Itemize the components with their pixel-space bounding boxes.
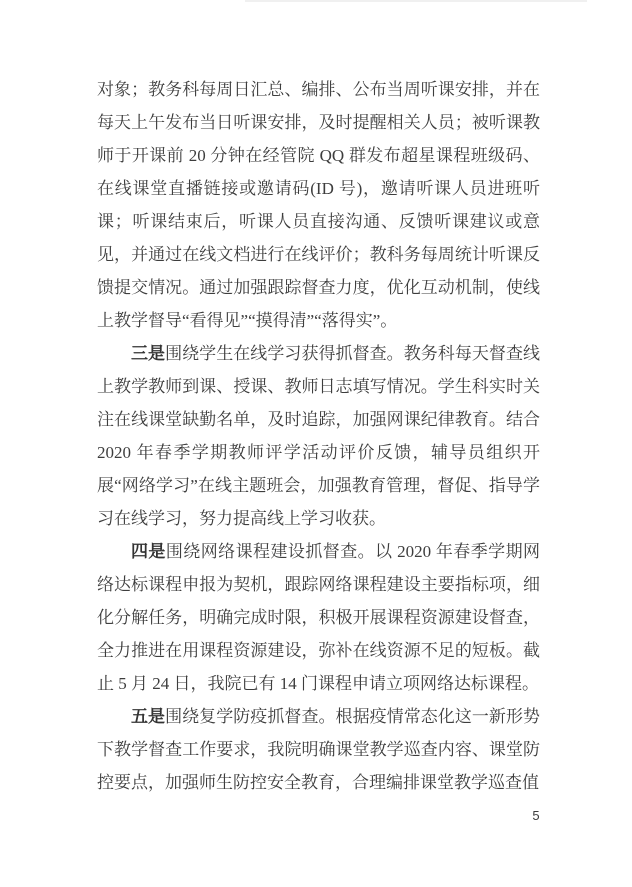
paragraph-item-three xyxy=(97,337,540,535)
paragraph-text: 围绕网络课程建设抓督查。以 2020 年春季学期网络达标课程申报为契机，跟踪网络课程建设主要指标项，细化分解任务，明确完成时限，积极开展课程资源建设督查，全力推进在用课程资源建设，弥补在线资源不足的短板。截止 5 月 24 日，我院已有 14 门课程申请立项网络达标课程。 xyxy=(97,542,541,693)
page-top-edge-artifact xyxy=(245,0,587,2)
paragraph-continuation xyxy=(97,73,540,337)
page-number: 5 xyxy=(532,808,540,823)
paragraph-lead-bold: 五是 xyxy=(131,707,166,726)
paragraph-text: 对象；教务科每周日汇总、编排、公布当周听课安排，并在每天上午发布当日听课安排，及时提醒相关人员；被听课教师于开课前 20 分钟在经管院 QQ 群发布超星课程班级码、在线课堂直播链接或邀请码(ID 号)，邀请听课人员进班听课；听课结束后，听课人员直接沟通、反馈听课建议或意见，并通过在线文档进行在线评价；教科务每周统计听课反馈提交情况。通过加强跟踪督查力度，优化互动机制，使线上教学督导“看得见”“摸得清”“落得实”。 xyxy=(97,80,540,330)
document-text-block xyxy=(97,73,540,799)
paragraph-lead-bold: 四是 xyxy=(131,542,166,561)
paragraph-item-five xyxy=(97,700,540,799)
paragraph-text: 围绕学生在线学习获得抓督查。教务科每天督查线上教学教师到课、授课、教师日志填写情况。学生科实时关注在线课堂缺勤名单，及时追踪，加强网课纪律教育。结合 2020 年春季学期教师评学活动评价反馈，辅导员组织开展“网络学习”在线主题班会，加强教育管理，督促、指导学习在线学习，努力提高线上学习收获。 xyxy=(97,344,541,528)
paragraph-item-four xyxy=(97,535,540,700)
paragraph-text: 围绕复学防疫抓督查。根据疫情常态化这一新形势下教学督查工作要求，我院明确课堂教学巡查内容、课堂防控要点，加强师生防控安全教育，合理编排课堂教学巡查值 xyxy=(97,707,541,792)
paragraph-lead-bold: 三是 xyxy=(131,344,166,363)
